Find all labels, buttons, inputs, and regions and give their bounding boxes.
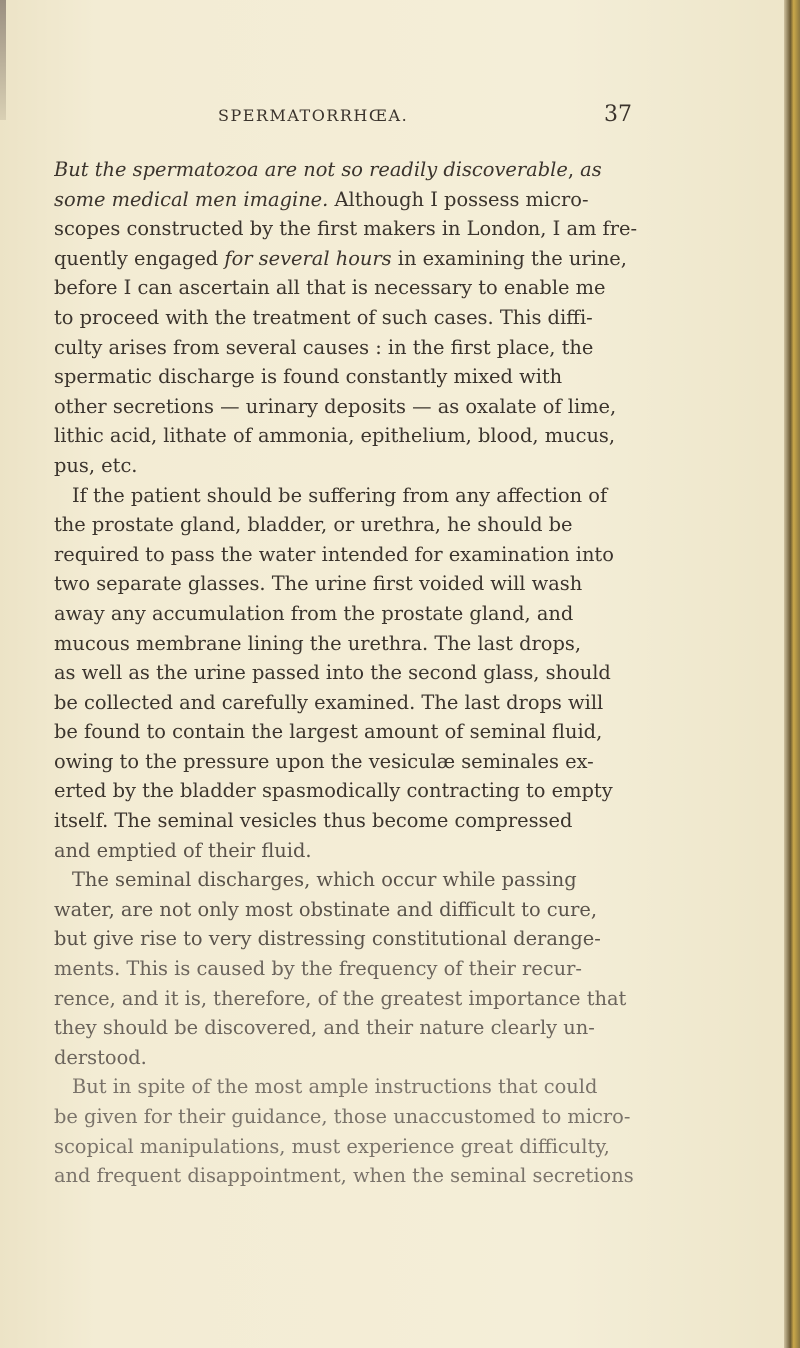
text-run: be found to contain the largest amount of seminal fluid, xyxy=(54,720,603,744)
text-line xyxy=(54,924,782,954)
body-text xyxy=(54,155,782,1191)
text-run: rence, and it is, therefore, of the greatest importance that xyxy=(54,986,627,1010)
text-run: the prostate gland, bladder, or urethra, he should be xyxy=(54,513,573,537)
text-run: lithic acid, lithate of ammonia, epithelium, blood, mucus, xyxy=(54,424,616,448)
text-line xyxy=(54,1013,782,1043)
text-run: as well as the urine passed into the second glass, should xyxy=(54,661,611,685)
text-line xyxy=(54,895,782,925)
text-line xyxy=(54,155,782,185)
page-header xyxy=(0,102,800,136)
italic-text: But the spermatozoa are not so readily discoverable xyxy=(54,158,568,181)
text-line xyxy=(54,688,782,718)
text-run: culty arises from several causes : in the first place, the xyxy=(54,335,594,359)
text-line xyxy=(54,629,782,659)
text-line xyxy=(54,244,782,274)
italic-text: as xyxy=(580,158,602,181)
text-line xyxy=(54,717,782,747)
text-run: to proceed with the treatment of such cases. This diffi- xyxy=(54,305,593,329)
text-run: mucous membrane lining the urethra. The last drops, xyxy=(54,631,581,655)
text-line xyxy=(54,510,782,540)
text-run: in examining the urine, xyxy=(391,246,627,270)
text-run: owing to the pressure upon the vesiculæ seminales ex- xyxy=(54,749,594,773)
text-line xyxy=(54,214,782,244)
text-run: , xyxy=(567,158,581,181)
text-run: water, are not only most obstinate and difficult to cure, xyxy=(54,897,598,921)
text-line xyxy=(54,1102,782,1132)
text-run: The seminal discharges, which occur while passing xyxy=(72,868,577,892)
text-line xyxy=(54,540,782,570)
text-line xyxy=(54,776,782,806)
text-run: quently engaged xyxy=(54,246,225,270)
page-edge-shadow xyxy=(0,0,6,120)
text-line xyxy=(54,392,782,422)
text-run: before I can ascertain all that is necessary to enable me xyxy=(54,276,606,300)
text-run: derstood. xyxy=(54,1045,147,1069)
text-run: be collected and carefully examined. The last drops will xyxy=(54,690,604,714)
text-line xyxy=(54,599,782,629)
text-run: two separate glasses. The urine first voided will wash xyxy=(54,572,583,596)
italic-text: for several hours xyxy=(224,246,392,270)
text-line xyxy=(54,1161,782,1191)
text-run: pus, etc. xyxy=(54,453,138,477)
text-run: required to pass the water intended for examination into xyxy=(54,542,614,566)
running-title: SPERMATORRHŒA. xyxy=(218,106,409,125)
text-run: and emptied of their fluid. xyxy=(54,838,312,862)
text-run: Although I possess micro- xyxy=(328,187,589,211)
text-line xyxy=(54,303,782,333)
text-line xyxy=(54,333,782,363)
text-line xyxy=(54,984,782,1014)
text-line xyxy=(54,865,782,895)
text-run: scopes constructed by the first makers in London, I am fre- xyxy=(54,217,638,241)
text-run: other secretions — urinary deposits — as oxalate of lime, xyxy=(54,394,617,418)
text-line xyxy=(54,481,782,511)
text-run: they should be discovered, and their nature clearly un- xyxy=(54,1016,595,1040)
text-run: be given for their guidance, those unaccustomed to micro- xyxy=(54,1105,631,1128)
text-line xyxy=(54,362,782,392)
text-line xyxy=(54,836,782,866)
text-line xyxy=(54,658,782,688)
text-line xyxy=(54,185,782,215)
text-run: away any accumulation from the prostate gland, and xyxy=(54,601,574,625)
text-run: scopical manipulations, must experience great difficulty, xyxy=(54,1134,610,1158)
text-line xyxy=(54,569,782,599)
text-run: itself. The seminal vesicles thus become compressed xyxy=(54,809,573,833)
text-run: and frequent disappointment, when the seminal secretions xyxy=(54,1164,634,1188)
text-run: But in spite of the most ample instructions that could xyxy=(72,1075,598,1099)
text-line xyxy=(54,273,782,303)
text-run: spermatic discharge is found constantly mixed with xyxy=(54,365,563,389)
text-run: but give rise to very distressing constitutional derange- xyxy=(54,927,601,951)
text-run: If the patient should be suffering from any affection of xyxy=(72,483,608,507)
text-line xyxy=(54,1132,782,1162)
text-line xyxy=(54,451,782,481)
italic-text: some medical men imagine. xyxy=(54,187,329,211)
text-line xyxy=(54,747,782,777)
page-number: 37 xyxy=(604,102,632,127)
text-line xyxy=(54,954,782,984)
text-line xyxy=(54,1072,782,1102)
text-line xyxy=(54,1043,782,1073)
book-binding-edge xyxy=(784,0,800,1348)
text-line xyxy=(54,806,782,836)
text-run: ments. This is caused by the frequency of their recur- xyxy=(54,957,582,981)
text-line xyxy=(54,421,782,451)
text-run: erted by the bladder spasmodically contracting to empty xyxy=(54,779,613,803)
